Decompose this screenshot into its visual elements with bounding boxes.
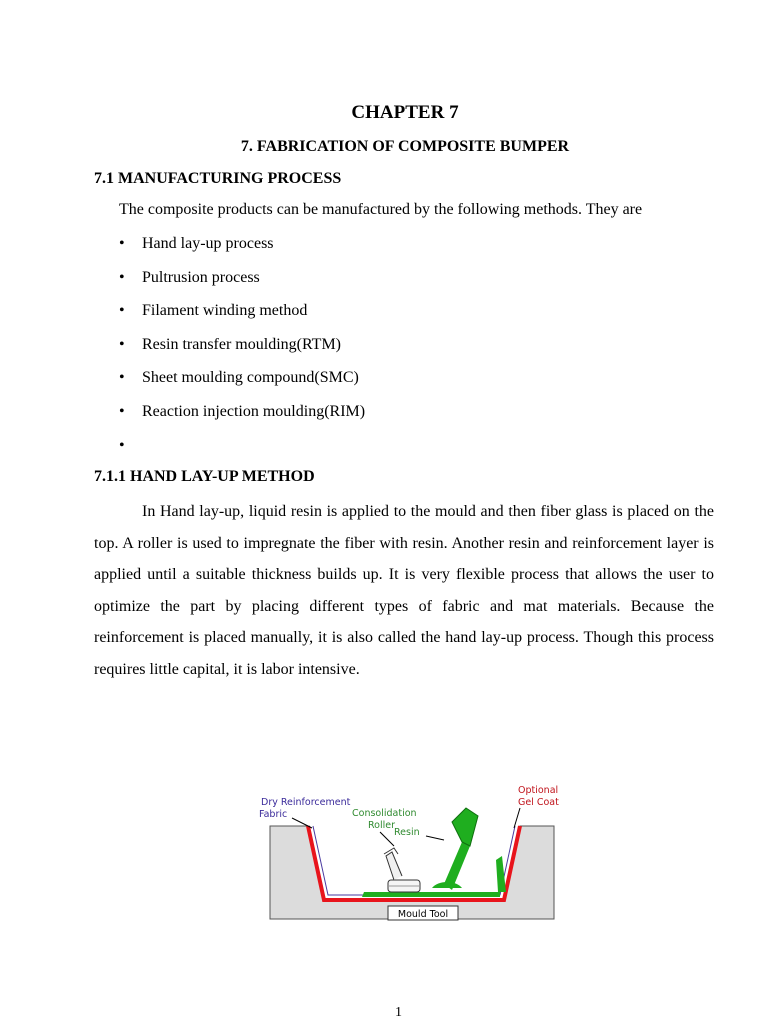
intro-text: The composite products can be manufactured by the following methods. They are <box>119 201 643 218</box>
page-number: 1 <box>395 1005 402 1020</box>
list-item <box>119 301 365 335</box>
list-item <box>119 402 365 436</box>
optional-label: Optional <box>518 785 559 796</box>
bullet-icon: • <box>119 402 125 420</box>
chapter-title: 7. FABRICATION OF COMPOSITE BUMPER <box>240 138 570 155</box>
dry-reinforcement-label: Dry Reinforcement <box>261 797 351 808</box>
list-item-text: Resin transfer moulding(RTM) <box>142 335 342 353</box>
bullet-icon: • <box>119 268 125 286</box>
mould-tool-label: Mould Tool <box>397 909 449 920</box>
bullet-icon: • <box>119 369 125 387</box>
resin-pointer-line <box>426 836 444 840</box>
resin-layer <box>362 892 500 897</box>
list-item-text: Filament winding method <box>142 302 308 320</box>
hand-layup-diagram <box>256 780 576 925</box>
bullet-icon: • <box>119 235 125 252</box>
list-item <box>119 335 365 369</box>
subsection-heading: 7.1.1 HAND LAY-UP METHOD <box>94 468 315 485</box>
gel-coat-pointer-line <box>514 808 520 828</box>
list-item <box>119 268 365 302</box>
list-item <box>119 436 365 470</box>
list-item-text: Sheet moulding compound(SMC) <box>142 369 359 387</box>
hand-layup-paragraph: In Hand lay-up, liquid resin is applied to the mould and then fiber glass is placed on the top. A roller is used to impregnate the fiber with resin. Another resin and reinforcement layer is applied until a suitable thickness builds up. It is very flexible process that allows the user to optimize the part by placing different types of fabric and mat materials. Because the reinforcement is placed manually, it is also called the hand lay-up process. Though this process requires little capital, it is labor intensive. <box>94 503 714 678</box>
bullet-icon: • <box>119 302 125 320</box>
resin-label: Resin <box>394 827 420 838</box>
list-item <box>119 368 365 402</box>
resin-pouring-jug <box>452 808 478 846</box>
fabric-label: Fabric <box>259 809 288 820</box>
chapter-heading: CHAPTER 7 <box>351 102 459 123</box>
bullet-icon: • <box>119 335 125 353</box>
list-item-text: Pultrusion process <box>142 268 260 286</box>
consolidation-pointer-arrow <box>380 832 394 846</box>
resin-puddle <box>432 882 462 888</box>
gel-coat-label: Gel Coat <box>518 797 559 808</box>
section-heading: 7.1 MANUFACTURING PROCESS <box>94 170 342 187</box>
list-item <box>119 234 365 268</box>
list-item-text: Reaction injection moulding(RIM) <box>142 402 366 420</box>
consolidation-label: Consolidation <box>352 808 417 819</box>
roller-label: Roller <box>368 820 396 831</box>
methods-list <box>119 234 365 469</box>
list-item-text: Hand lay-up process <box>142 235 274 252</box>
consolidation-roller-icon <box>384 848 420 892</box>
bullet-icon: • <box>119 436 125 454</box>
